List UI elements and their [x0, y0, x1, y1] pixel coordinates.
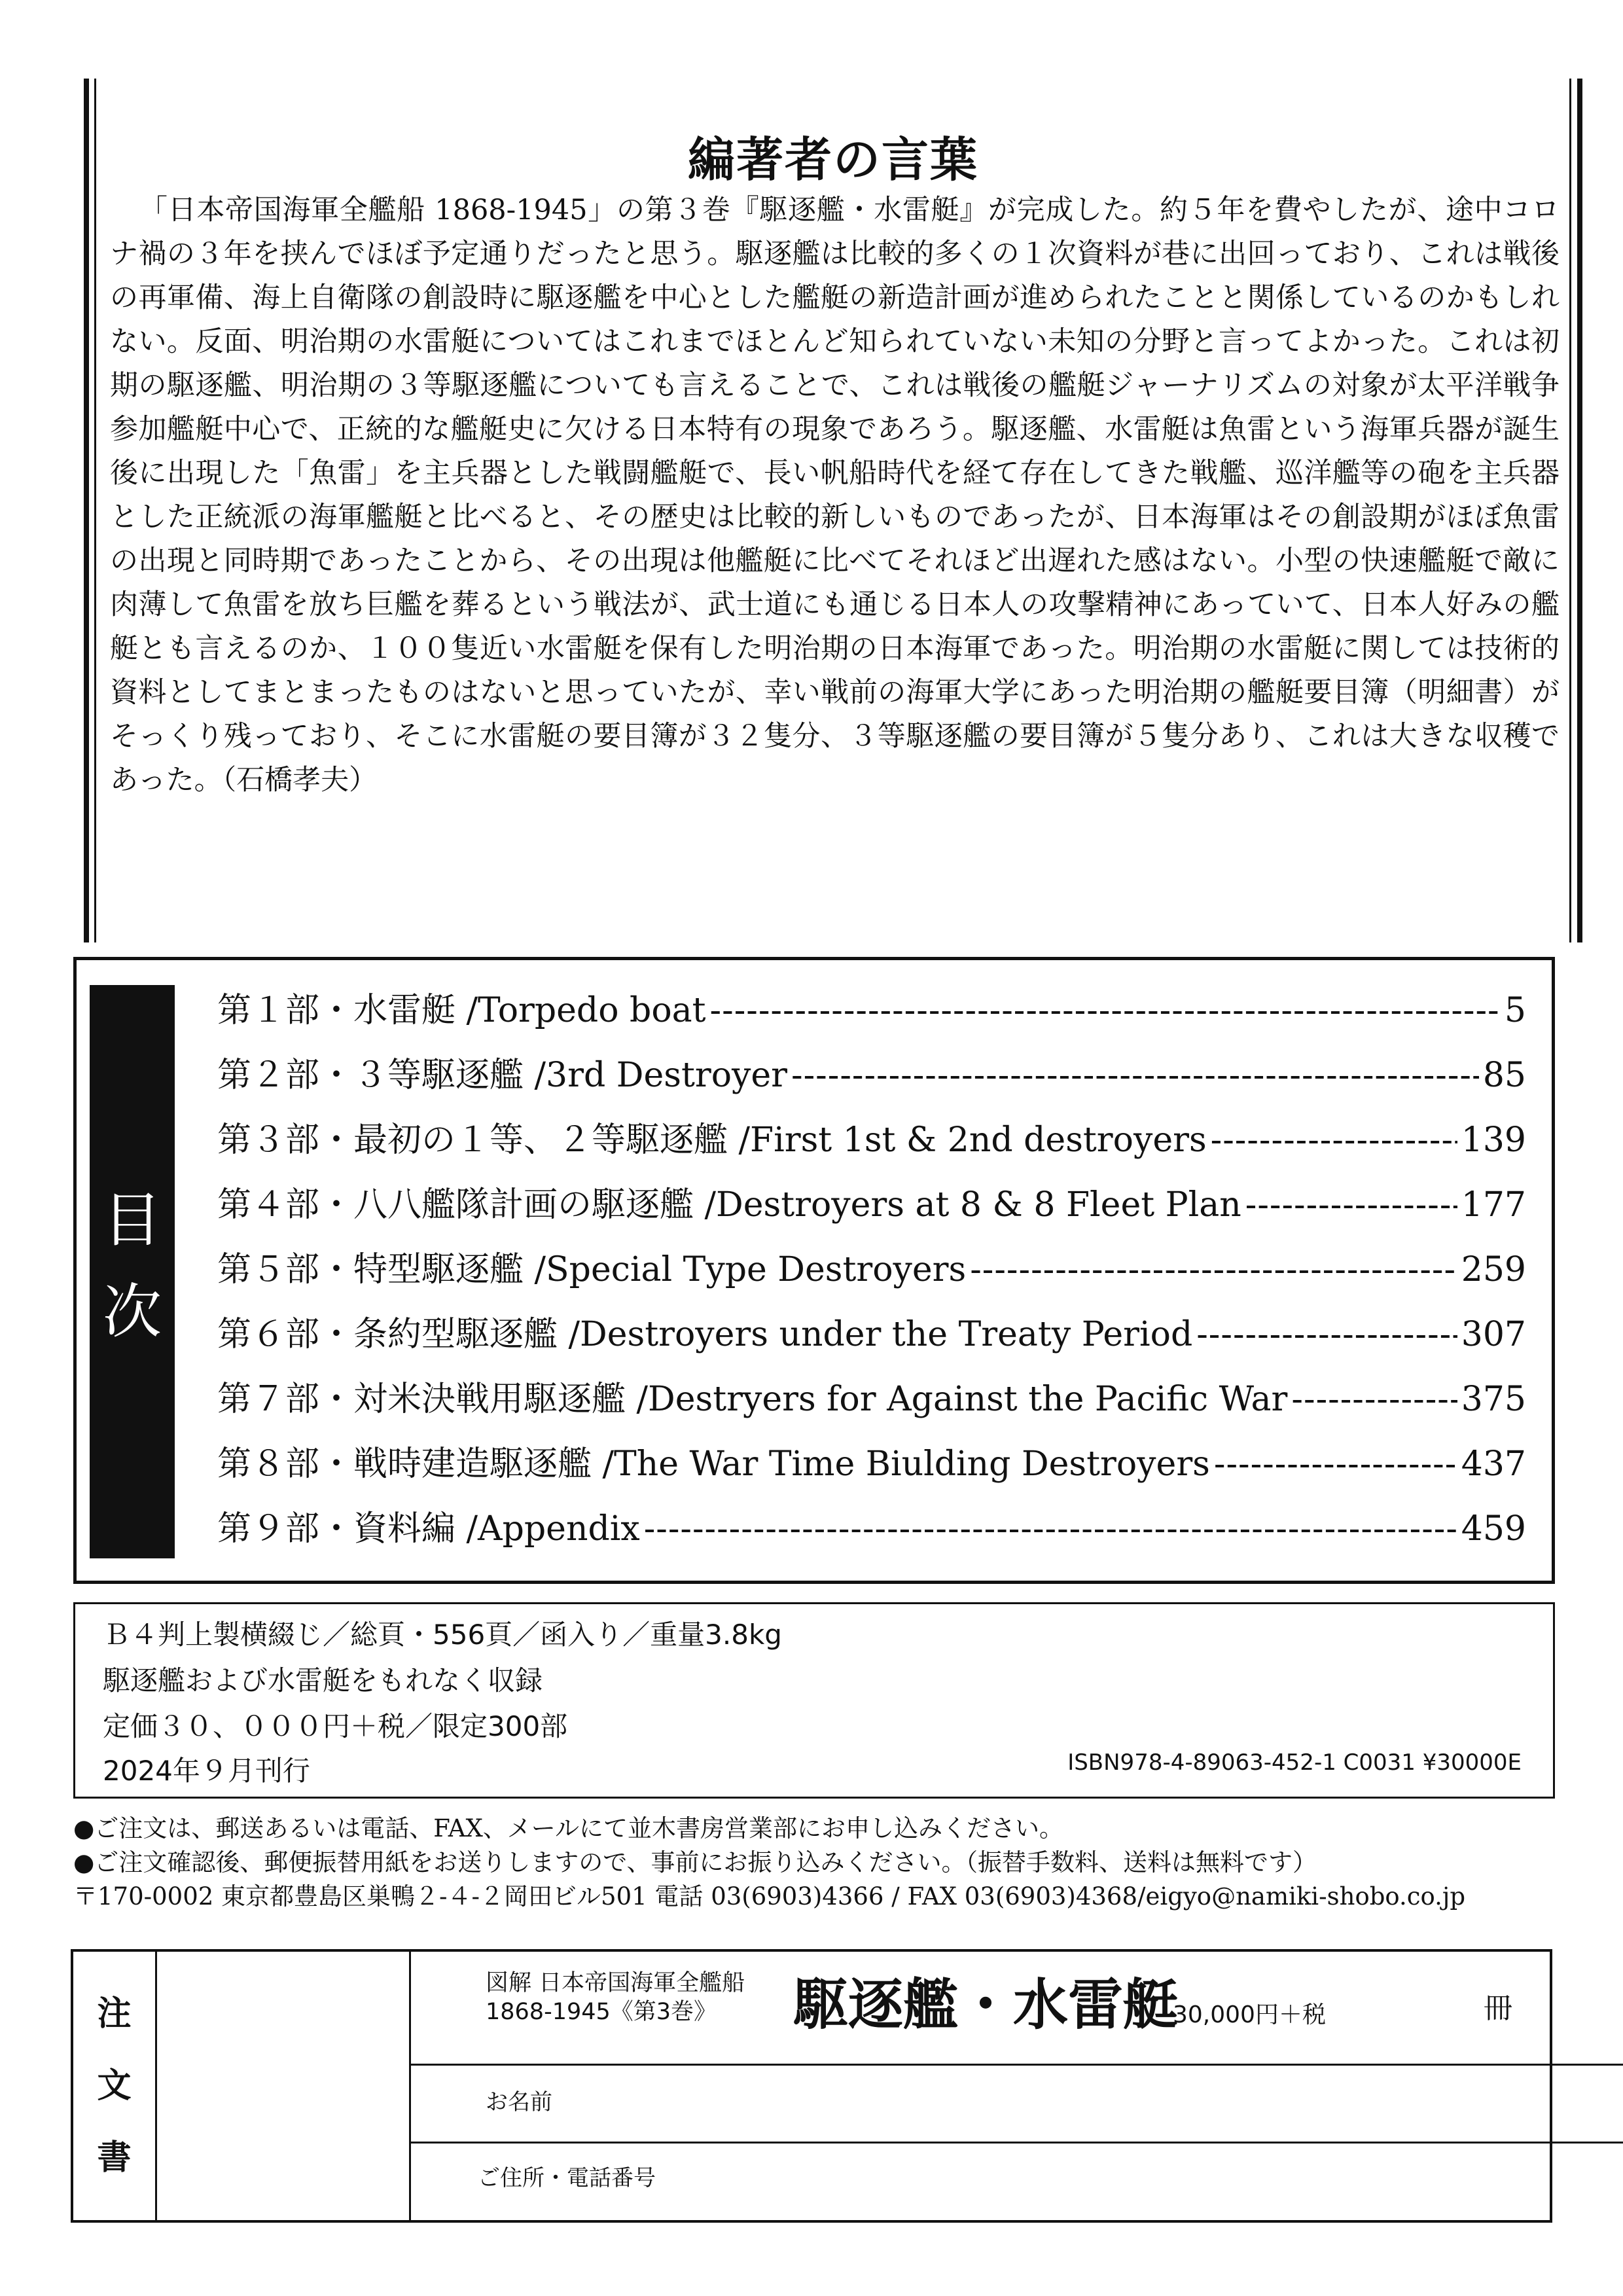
toc-side-label	[90, 1175, 175, 1358]
spec-format: Ｂ４判上製横綴じ／総頁・556頁／函入り／重量3.8kg	[103, 1619, 782, 1651]
preface-body: 「日本帝国海軍全艦船 1868-1945」の第３巻『駆逐艦・水雷艇』が完成した。約５年を費やしたが、途中コロナ禍の３年を挟んでほぼ予定通りだったと思う。駆逐艦は比較的多くの１次資料が巷に出回っており、これは戦後の再軍備、海上自衛隊の創設時に駆逐艦を中心とした艦艇の新造計画が進められたことと関係しているのかもしれない。反面、明治期の水雷艇についてはこれまでほとんど知られていない未知の分野と言ってよかった。これは初期の駆逐艦、明治期の３等駆逐艦についても言えることで、これは戦後の艦艇ジャーナリズムの対象が太平洋戦争参加艦艇中心で、正統的な艦艇史に欠ける日本特有の現象であろう。駆逐艦、水雷艇は魚雷という海軍兵器が誕生後に出現した「魚雷」を主兵器とした戦闘艦艇で、長い帆船時代を経て存在してきた戦艦、巡洋艦等の砲を主兵器とした正統派の海軍艦艇と比べると、その歴史は比較的新しいものであったが、日本海軍はその創設期がほぼ魚雷の出現と同時期であったことから、その出現は他艦艇に比べてそれほど出遅れた感はない。小型の快速艦艇で敵に肉薄して魚雷を放ち巨艦を葬るという戦法が、武士道にも通じる日本人の攻撃精神にあっていて、日本人好みの艦艇とも言えるのか、１００隻近い水雷艇を保有した明治期の日本海軍であった。明治期の水雷艇に関しては技術的資料としてまとまったものはないと思っていたが、幸い戦前の海軍大学にあった明治期の艦艇要目簿（明細書）がそっくり残っており、そこに水雷艇の要目簿が３２隻分、３等駆逐艦の要目簿が５隻分あり、これは大きな収穫であった。（石橋孝夫）	[110, 194, 1560, 797]
order-name-label: お名前	[486, 2089, 552, 2115]
toc-item-label: 第７部・対米決戦用駆逐艦 /Destryers for Against the Pacific War	[217, 1380, 1288, 1419]
toc-item-part-4	[217, 1173, 1526, 1238]
toc-item-part-2	[217, 1043, 1526, 1108]
toc-leader-dots	[710, 978, 1501, 1043]
toc-side-char-1: 目	[103, 1186, 162, 1255]
toc-leader-dots	[791, 1043, 1479, 1108]
order-label-char-1: 注	[97, 1994, 132, 2034]
order-form-divider-2	[409, 2142, 1623, 2144]
toc-leader-dots	[1291, 1367, 1457, 1432]
toc-item-part-7	[217, 1367, 1526, 1432]
toc-item-page: 139	[1461, 1121, 1526, 1160]
order-book-title: 駆逐艦・水雷艇	[793, 1973, 1179, 2037]
order-quantity-unit: 冊	[1484, 1992, 1512, 2025]
preface-section	[77, 79, 1589, 942]
toc-item-page: 5	[1504, 991, 1526, 1030]
toc-side-char-2: 次	[103, 1278, 162, 1346]
toc-item-page: 375	[1461, 1380, 1526, 1419]
toc-list	[217, 978, 1526, 1562]
book-spec-box	[73, 1602, 1555, 1799]
toc-item-label: 第９部・資料編 /Appendix	[217, 1509, 640, 1549]
toc-item-label: 第８部・戦時建造駆逐艦 /The War Time Biulding Destroyers	[217, 1444, 1210, 1484]
toc-leader-dots	[1211, 1108, 1457, 1173]
preface-title: 編著者の言葉	[687, 132, 978, 188]
toc-item-label: 第５部・特型駆逐艦 /Special Type Destroyers	[217, 1250, 967, 1289]
note-payment: ●ご注文確認後、郵便振替用紙をお送りしますので、事前にお振り込みください。（振替手数料、送料は無料です）	[73, 1848, 1317, 1876]
toc-leader-dots	[1214, 1432, 1457, 1497]
order-address-label: ご住所・電話番号	[478, 2165, 656, 2191]
toc-leader-dots	[1245, 1173, 1457, 1238]
toc-item-page: 85	[1482, 1056, 1526, 1095]
order-address-field[interactable]	[728, 2148, 1611, 2214]
toc-item-part-9	[217, 1497, 1526, 1562]
note-how-to-order: ●ご注文は、郵送あるいは電話、FAX、メールにて並木書房営業部にお申し込みください。	[73, 1814, 1064, 1842]
order-series-line-1: 図解 日本帝国海軍全艦船	[486, 1970, 745, 1996]
order-name-field[interactable]	[662, 2070, 1611, 2135]
toc-item-part-6	[217, 1302, 1526, 1367]
toc-side-label-block	[90, 985, 175, 1558]
double-rule-right-outer	[1577, 79, 1582, 942]
toc-leader-dots	[644, 1497, 1457, 1562]
order-form-label-column	[73, 1952, 157, 2220]
order-form-label	[73, 1978, 155, 2194]
toc-item-label: 第２部・３等駆逐艦 /3rd Destroyer	[217, 1056, 788, 1095]
table-of-contents	[73, 957, 1555, 1584]
toc-item-part-1	[217, 978, 1526, 1043]
order-label-char-2: 文	[97, 2066, 132, 2106]
spec-coverage: 駆逐艦および水雷艇をもれなく収録	[103, 1664, 543, 1696]
toc-item-part-3	[217, 1108, 1526, 1173]
double-rule-left-outer	[84, 79, 89, 942]
toc-item-page: 177	[1461, 1185, 1526, 1225]
order-series-line-2: 1868-1945《第3巻》	[486, 1999, 717, 2025]
order-series-name	[486, 1969, 745, 2026]
double-rule-right-inner	[1569, 79, 1571, 942]
toc-item-label: 第６部・条約型駆逐艦 /Destroyers under the Treaty Period	[217, 1315, 1193, 1354]
toc-item-label: 第３部・最初の１等、２等駆逐艦 /First 1st & 2nd destroyers	[217, 1121, 1207, 1160]
double-rule-left-inner	[94, 79, 96, 942]
spec-price: 定価３０、０００円＋税／限定300部	[103, 1710, 568, 1742]
toc-leader-dots	[1196, 1302, 1457, 1367]
toc-item-part-8	[217, 1432, 1526, 1497]
order-form	[71, 1949, 1552, 2223]
toc-item-page: 459	[1461, 1509, 1526, 1549]
spec-isbn: ISBN978-4-89063-452-1 C0031 ¥30000E	[1067, 1749, 1522, 1776]
toc-item-page: 259	[1461, 1250, 1526, 1289]
toc-item-part-5	[217, 1238, 1526, 1302]
order-stamp-area[interactable]	[157, 1952, 411, 2220]
order-label-char-3: 書	[97, 2138, 132, 2178]
note-contact-address: 〒170-0002 東京都豊島区巣鴨２-４-２岡田ビル501 電話 03(6903)4366 / FAX 03(6903)4368/eigyo@namiki-shobo.co.jp	[73, 1882, 1466, 1910]
spec-publication-date: 2024年９月刊行	[103, 1755, 310, 1787]
toc-leader-dots	[970, 1238, 1457, 1302]
toc-item-label: 第４部・八八艦隊計画の駆逐艦 /Destroyers at 8 & 8 Fleet Plan	[217, 1185, 1241, 1225]
toc-item-page: 437	[1461, 1444, 1526, 1484]
order-form-divider-1	[409, 2064, 1623, 2066]
order-price: 30,000円＋税	[1173, 2001, 1326, 2028]
toc-item-page: 307	[1461, 1315, 1526, 1354]
toc-item-label: 第１部・水雷艇 /Torpedo boat	[217, 991, 706, 1030]
ordering-notes	[73, 1812, 1555, 1914]
